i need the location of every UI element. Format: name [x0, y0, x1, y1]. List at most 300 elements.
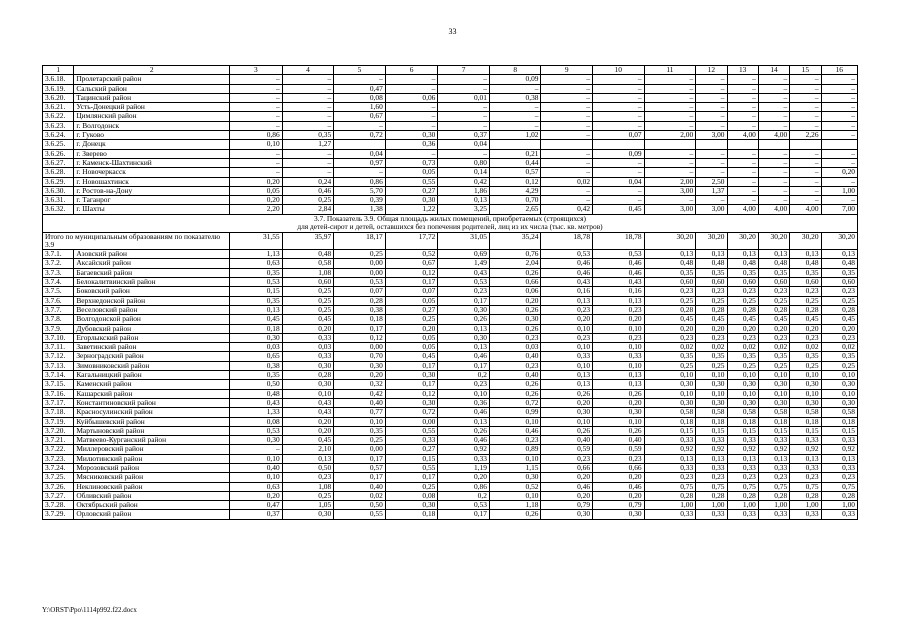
value-cell: 1,60 — [334, 103, 386, 112]
value-cell: 0,30 — [790, 398, 821, 407]
value-cell: 0,45 — [644, 315, 696, 324]
value-cell: – — [541, 112, 593, 121]
value-cell: – — [758, 149, 789, 158]
value-cell: 0,28 — [696, 305, 727, 314]
value-cell: 3,00 — [696, 131, 727, 140]
district-name: Обливский район — [74, 491, 230, 500]
table-row — [43, 296, 858, 305]
value-cell: – — [541, 103, 593, 112]
value-cell: 0,99 — [489, 408, 541, 417]
value-cell: 0,10 — [541, 324, 593, 333]
value-cell: – — [334, 168, 386, 177]
value-cell: 0,72 — [334, 131, 386, 140]
table-row — [43, 287, 858, 296]
row-code: 3.7.2. — [43, 259, 74, 268]
value-cell: – — [696, 196, 727, 205]
table-row — [43, 482, 858, 491]
value-cell: 0,26 — [489, 324, 541, 333]
value-cell: 0,86 — [438, 482, 490, 491]
value-cell: 1,22 — [385, 205, 438, 214]
value-cell: 0,46 — [593, 482, 645, 491]
value-cell: 0,48 — [282, 250, 334, 259]
value-cell: – — [541, 131, 593, 140]
value-cell: – — [644, 196, 696, 205]
value-cell: 0,30 — [282, 380, 334, 389]
value-cell: 0,97 — [334, 158, 386, 167]
value-cell: 0,10 — [644, 371, 696, 380]
value-cell: 0,30 — [821, 398, 857, 407]
value-cell: – — [696, 149, 727, 158]
value-cell: 0,10 — [489, 454, 541, 463]
value-cell: 0,30 — [644, 398, 696, 407]
value-cell: 0,20 — [790, 324, 821, 333]
value-cell: 0,30 — [489, 473, 541, 482]
value-cell: 0,00 — [385, 417, 438, 426]
row-code: 3.7.28. — [43, 501, 74, 510]
value-cell: – — [758, 103, 789, 112]
row-code: 3.6.22. — [43, 112, 74, 121]
value-cell: 0,50 — [282, 463, 334, 472]
district-name: Мартыновский район — [74, 426, 230, 435]
total-value: 31,55 — [230, 232, 283, 250]
value-cell: – — [541, 158, 593, 167]
value-cell: 0,30 — [790, 380, 821, 389]
value-cell: 0,25 — [821, 361, 857, 370]
value-cell: 0,75 — [644, 482, 696, 491]
value-cell: – — [644, 168, 696, 177]
value-cell: 0,46 — [438, 352, 490, 361]
value-cell: 4,29 — [489, 186, 541, 195]
value-cell: – — [758, 186, 789, 195]
value-cell: – — [593, 168, 645, 177]
row-code: 3.6.31. — [43, 196, 74, 205]
value-cell: 0,05 — [230, 186, 283, 195]
row-code: 3.6.26. — [43, 149, 74, 158]
column-number-cell: 6 — [385, 66, 438, 75]
district-name: Заветинский район — [74, 343, 230, 352]
value-cell: 0,53 — [438, 278, 490, 287]
value-cell: 0,18 — [696, 417, 727, 426]
value-cell: 0,20 — [230, 491, 283, 500]
value-cell: 0,00 — [334, 343, 386, 352]
row-code: 3.7.16. — [43, 389, 74, 398]
value-cell: – — [758, 75, 789, 84]
column-number-cell: 2 — [74, 66, 230, 75]
value-cell: 0,23 — [727, 287, 758, 296]
value-cell: 0,48 — [727, 259, 758, 268]
value-cell: 0,25 — [758, 296, 789, 305]
value-cell: 0,33 — [644, 463, 696, 472]
value-cell: 0,10 — [541, 343, 593, 352]
value-cell: 0,15 — [758, 426, 789, 435]
value-cell: 0,13 — [821, 454, 857, 463]
column-number-cell: 3 — [230, 66, 283, 75]
value-cell: 0,23 — [727, 333, 758, 342]
value-cell: 0,35 — [644, 352, 696, 361]
value-cell: 0,04 — [438, 140, 490, 149]
table-row — [43, 371, 858, 380]
column-number-cell: 11 — [644, 66, 696, 75]
value-cell: 0,10 — [593, 324, 645, 333]
value-cell: 0,16 — [541, 287, 593, 296]
value-cell: – — [282, 75, 334, 84]
value-cell: 0,70 — [489, 196, 541, 205]
table-row — [43, 473, 858, 482]
value-cell: – — [438, 121, 490, 130]
value-cell: – — [758, 177, 789, 186]
value-cell: 1,00 — [696, 501, 727, 510]
value-cell: 0,12 — [489, 177, 541, 186]
value-cell: – — [727, 103, 758, 112]
value-cell: 0,92 — [727, 445, 758, 454]
value-cell: – — [790, 121, 821, 130]
value-cell: 0,36 — [438, 398, 490, 407]
value-cell: 0,80 — [438, 158, 490, 167]
value-cell: 0,03 — [282, 343, 334, 352]
value-cell: – — [790, 93, 821, 102]
value-cell: 0,13 — [758, 454, 789, 463]
value-cell: 3,00 — [644, 186, 696, 195]
value-cell: 0,75 — [821, 482, 857, 491]
value-cell: 0,58 — [696, 408, 727, 417]
value-cell: 0,13 — [644, 250, 696, 259]
value-cell: 0,26 — [489, 305, 541, 314]
value-cell: – — [821, 112, 857, 121]
value-cell: 0,72 — [489, 398, 541, 407]
value-cell: 0,48 — [230, 389, 283, 398]
value-cell: – — [821, 149, 857, 158]
value-cell: 0,20 — [438, 473, 490, 482]
value-cell: 0,30 — [727, 380, 758, 389]
value-cell: 0,43 — [282, 408, 334, 417]
value-cell: 0,79 — [541, 501, 593, 510]
value-cell: 0,17 — [385, 361, 438, 370]
value-cell: 0,13 — [593, 380, 645, 389]
value-cell: 0,67 — [385, 259, 438, 268]
value-cell: 0,66 — [541, 463, 593, 472]
total-value: 18,17 — [334, 232, 386, 250]
value-cell: 0,23 — [541, 454, 593, 463]
value-cell: 4,00 — [790, 205, 821, 214]
value-cell: 0,92 — [790, 445, 821, 454]
value-cell: 0,38 — [489, 93, 541, 102]
value-cell: 0,10 — [438, 389, 490, 398]
row-code: 3.6.27. — [43, 158, 74, 167]
value-cell: 0,01 — [438, 93, 490, 102]
table-row — [43, 84, 858, 93]
value-cell: 0,28 — [790, 305, 821, 314]
value-cell: 0,55 — [385, 177, 438, 186]
value-cell: 0,23 — [790, 287, 821, 296]
value-cell: 0,04 — [593, 177, 645, 186]
value-cell: 0,08 — [334, 93, 386, 102]
value-cell: 0,20 — [696, 324, 727, 333]
value-cell: 0,25 — [644, 361, 696, 370]
district-name: Матвеево-Курганский район — [74, 436, 230, 445]
value-cell: 0,35 — [758, 268, 789, 277]
value-cell: 0,38 — [230, 361, 283, 370]
district-name: Дубовский район — [74, 324, 230, 333]
value-cell: 0,33 — [821, 463, 857, 472]
value-cell: 0,33 — [758, 463, 789, 472]
value-cell: 0,02 — [696, 343, 727, 352]
value-cell: 0,25 — [282, 196, 334, 205]
value-cell: 0,13 — [282, 454, 334, 463]
value-cell: 0,30 — [727, 398, 758, 407]
value-cell: 0,14 — [438, 168, 490, 177]
value-cell: 0,35 — [790, 352, 821, 361]
value-cell: 1,08 — [282, 268, 334, 277]
value-cell: – — [593, 186, 645, 195]
value-cell: 0,48 — [644, 259, 696, 268]
value-cell: 0,30 — [282, 361, 334, 370]
value-cell: 0,44 — [489, 158, 541, 167]
value-cell: – — [696, 103, 727, 112]
value-cell: 0,20 — [334, 371, 386, 380]
value-cell: 0,24 — [282, 177, 334, 186]
value-cell: 0,26 — [593, 426, 645, 435]
value-cell: 0,47 — [230, 501, 283, 510]
value-cell: 0,13 — [438, 343, 490, 352]
value-cell: 0,20 — [230, 196, 283, 205]
value-cell: 1,18 — [489, 501, 541, 510]
value-cell: 0,38 — [334, 305, 386, 314]
value-cell: 0,13 — [541, 380, 593, 389]
value-cell: – — [790, 177, 821, 186]
value-cell: 0,43 — [438, 268, 490, 277]
value-cell: 0,60 — [696, 278, 727, 287]
value-cell: 0,28 — [696, 491, 727, 500]
row-code: 3.7.29. — [43, 510, 74, 519]
value-cell: 0,33 — [593, 352, 645, 361]
value-cell — [489, 140, 541, 149]
value-cell: 1,13 — [230, 250, 283, 259]
value-cell: 0,20 — [758, 324, 789, 333]
value-cell: 4,00 — [727, 131, 758, 140]
row-code: 3.7.23. — [43, 454, 74, 463]
district-name: Усть-Донецкий район — [74, 103, 230, 112]
value-cell: 0,45 — [696, 315, 727, 324]
value-cell: 0,42 — [438, 177, 490, 186]
value-cell: 0,13 — [727, 250, 758, 259]
value-cell: – — [230, 112, 283, 121]
value-cell: 0,28 — [790, 491, 821, 500]
value-cell: 0,02 — [644, 343, 696, 352]
row-code: 3.7.14. — [43, 371, 74, 380]
value-cell: 2,20 — [230, 205, 283, 214]
row-code: 3.7.13. — [43, 361, 74, 370]
row-code: 3.6.24. — [43, 131, 74, 140]
value-cell: 0,30 — [282, 510, 334, 519]
value-cell: 0,10 — [758, 389, 789, 398]
value-cell: 0,06 — [489, 287, 541, 296]
value-cell: 0,13 — [696, 250, 727, 259]
value-cell: 0,10 — [541, 361, 593, 370]
value-cell: 0,05 — [385, 296, 438, 305]
value-cell: 0,10 — [790, 371, 821, 380]
value-cell: 0,48 — [821, 259, 857, 268]
value-cell: 0,18 — [334, 315, 386, 324]
value-cell: 0,17 — [438, 361, 490, 370]
value-cell: 0,23 — [821, 473, 857, 482]
value-cell: 0,02 — [727, 343, 758, 352]
value-cell: 0,23 — [489, 436, 541, 445]
row-code: 3.7.4. — [43, 278, 74, 287]
value-cell: 0,23 — [821, 333, 857, 342]
value-cell: – — [282, 112, 334, 121]
district-name: Егорлыкский район — [74, 333, 230, 342]
value-cell: 0,23 — [727, 473, 758, 482]
row-code: 3.7.3. — [43, 268, 74, 277]
value-cell: 0,33 — [644, 436, 696, 445]
value-cell: 0,30 — [593, 408, 645, 417]
value-cell: 0,30 — [758, 398, 789, 407]
value-cell: 5,70 — [334, 186, 386, 195]
value-cell: 2,26 — [790, 131, 821, 140]
value-cell: 0,35 — [334, 426, 386, 435]
value-cell: 0,25 — [334, 436, 386, 445]
value-cell: 0,33 — [438, 454, 490, 463]
value-cell: 0,63 — [230, 259, 283, 268]
file-path-footer: Y:\ORST\Ppo\1114p992.f22.docx — [42, 606, 137, 614]
value-cell: 0,10 — [758, 371, 789, 380]
value-cell: 0,13 — [644, 454, 696, 463]
value-cell: 0,66 — [593, 463, 645, 472]
value-cell — [541, 140, 593, 149]
value-cell: 0,15 — [385, 454, 438, 463]
value-cell: 0,33 — [282, 352, 334, 361]
value-cell: 0,25 — [821, 296, 857, 305]
district-name: Куйбышевский район — [74, 417, 230, 426]
total-row — [43, 232, 858, 250]
value-cell: 0,10 — [727, 371, 758, 380]
value-cell — [644, 140, 696, 149]
value-cell: 0,18 — [644, 417, 696, 426]
value-cell: – — [790, 103, 821, 112]
value-cell: 4,00 — [758, 205, 789, 214]
value-cell: 0,12 — [334, 333, 386, 342]
value-cell: – — [727, 168, 758, 177]
value-cell: 0,20 — [541, 491, 593, 500]
value-cell: 0,79 — [593, 501, 645, 510]
value-cell: 0,13 — [438, 196, 490, 205]
value-cell: 0,35 — [758, 352, 789, 361]
value-cell: – — [489, 103, 541, 112]
value-cell: 0,25 — [727, 361, 758, 370]
table-row — [43, 454, 858, 463]
value-cell: 0,30 — [438, 305, 490, 314]
value-cell: 0,20 — [727, 324, 758, 333]
value-cell: 0,30 — [385, 501, 438, 510]
value-cell: 0,20 — [593, 315, 645, 324]
district-name: Кашарский район — [74, 389, 230, 398]
value-cell: – — [489, 84, 541, 93]
table-row — [43, 501, 858, 510]
value-cell: 0,28 — [758, 305, 789, 314]
column-number-cell: 4 — [282, 66, 334, 75]
value-cell: 0,17 — [385, 278, 438, 287]
value-cell: 0,33 — [385, 436, 438, 445]
district-name: г. Каменск-Шахтинский — [74, 158, 230, 167]
value-cell: – — [230, 168, 283, 177]
value-cell: 0,46 — [489, 426, 541, 435]
value-cell: – — [282, 84, 334, 93]
value-cell: 0,13 — [790, 454, 821, 463]
value-cell: 0,10 — [230, 473, 283, 482]
value-cell: 1,00 — [644, 501, 696, 510]
district-name: Зерноградский район — [74, 352, 230, 361]
value-cell: – — [541, 149, 593, 158]
district-name: Аксайский район — [74, 259, 230, 268]
value-cell: – — [821, 158, 857, 167]
value-cell: 0,10 — [593, 361, 645, 370]
value-cell: 0,45 — [593, 205, 645, 214]
row-code: 3.6.29. — [43, 177, 74, 186]
value-cell: 1,86 — [438, 186, 490, 195]
value-cell: 0,18 — [727, 417, 758, 426]
value-cell: 0,45 — [385, 352, 438, 361]
row-code: 3.7.26. — [43, 482, 74, 491]
value-cell: 0,60 — [644, 278, 696, 287]
value-cell: 0,12 — [385, 268, 438, 277]
value-cell: – — [593, 93, 645, 102]
value-cell: 0,58 — [758, 408, 789, 417]
column-number-cell: 1 — [43, 66, 74, 75]
table-row — [43, 408, 858, 417]
value-cell: 0,35 — [230, 268, 283, 277]
value-cell: 0,25 — [790, 296, 821, 305]
value-cell: 1,00 — [790, 501, 821, 510]
value-cell: 0,26 — [489, 380, 541, 389]
section-caption-line2: для детей-сирот и детей, оставшихся без попечения родителей, лиц из их числа (тыс. кв. метров) — [297, 222, 603, 232]
value-cell: – — [230, 121, 283, 130]
column-number-row — [43, 66, 858, 75]
row-code: 3.6.25. — [43, 140, 74, 149]
table-row — [43, 417, 858, 426]
value-cell: – — [334, 75, 386, 84]
value-cell: 0,53 — [230, 278, 283, 287]
value-cell: 1,15 — [489, 463, 541, 472]
district-name: Октябрьский район — [74, 501, 230, 510]
value-cell: 0,26 — [489, 268, 541, 277]
district-name: Боковский район — [74, 287, 230, 296]
total-value: 35,24 — [489, 232, 541, 250]
row-code: 3.6.30. — [43, 186, 74, 195]
value-cell: 0,20 — [821, 324, 857, 333]
value-cell: 0,20 — [541, 315, 593, 324]
value-cell: 0,35 — [821, 352, 857, 361]
value-cell: 0,28 — [821, 305, 857, 314]
value-cell: 0,27 — [385, 305, 438, 314]
value-cell: – — [230, 84, 283, 93]
value-cell: – — [230, 445, 283, 454]
total-value: 18,78 — [593, 232, 645, 250]
row-code: 3.7.25. — [43, 473, 74, 482]
table-row — [43, 510, 858, 519]
value-cell: 0,55 — [334, 510, 386, 519]
value-cell: 0,75 — [758, 482, 789, 491]
value-cell: 0,27 — [385, 445, 438, 454]
value-cell: 0,08 — [230, 417, 283, 426]
value-cell: 0,33 — [821, 436, 857, 445]
value-cell: 0,15 — [230, 287, 283, 296]
value-cell: 0,92 — [438, 445, 490, 454]
value-cell: 0,33 — [758, 510, 789, 519]
row-code: 3.7.8. — [43, 315, 74, 324]
value-cell: 0,25 — [644, 296, 696, 305]
table-row — [43, 103, 858, 112]
value-cell: – — [385, 121, 438, 130]
